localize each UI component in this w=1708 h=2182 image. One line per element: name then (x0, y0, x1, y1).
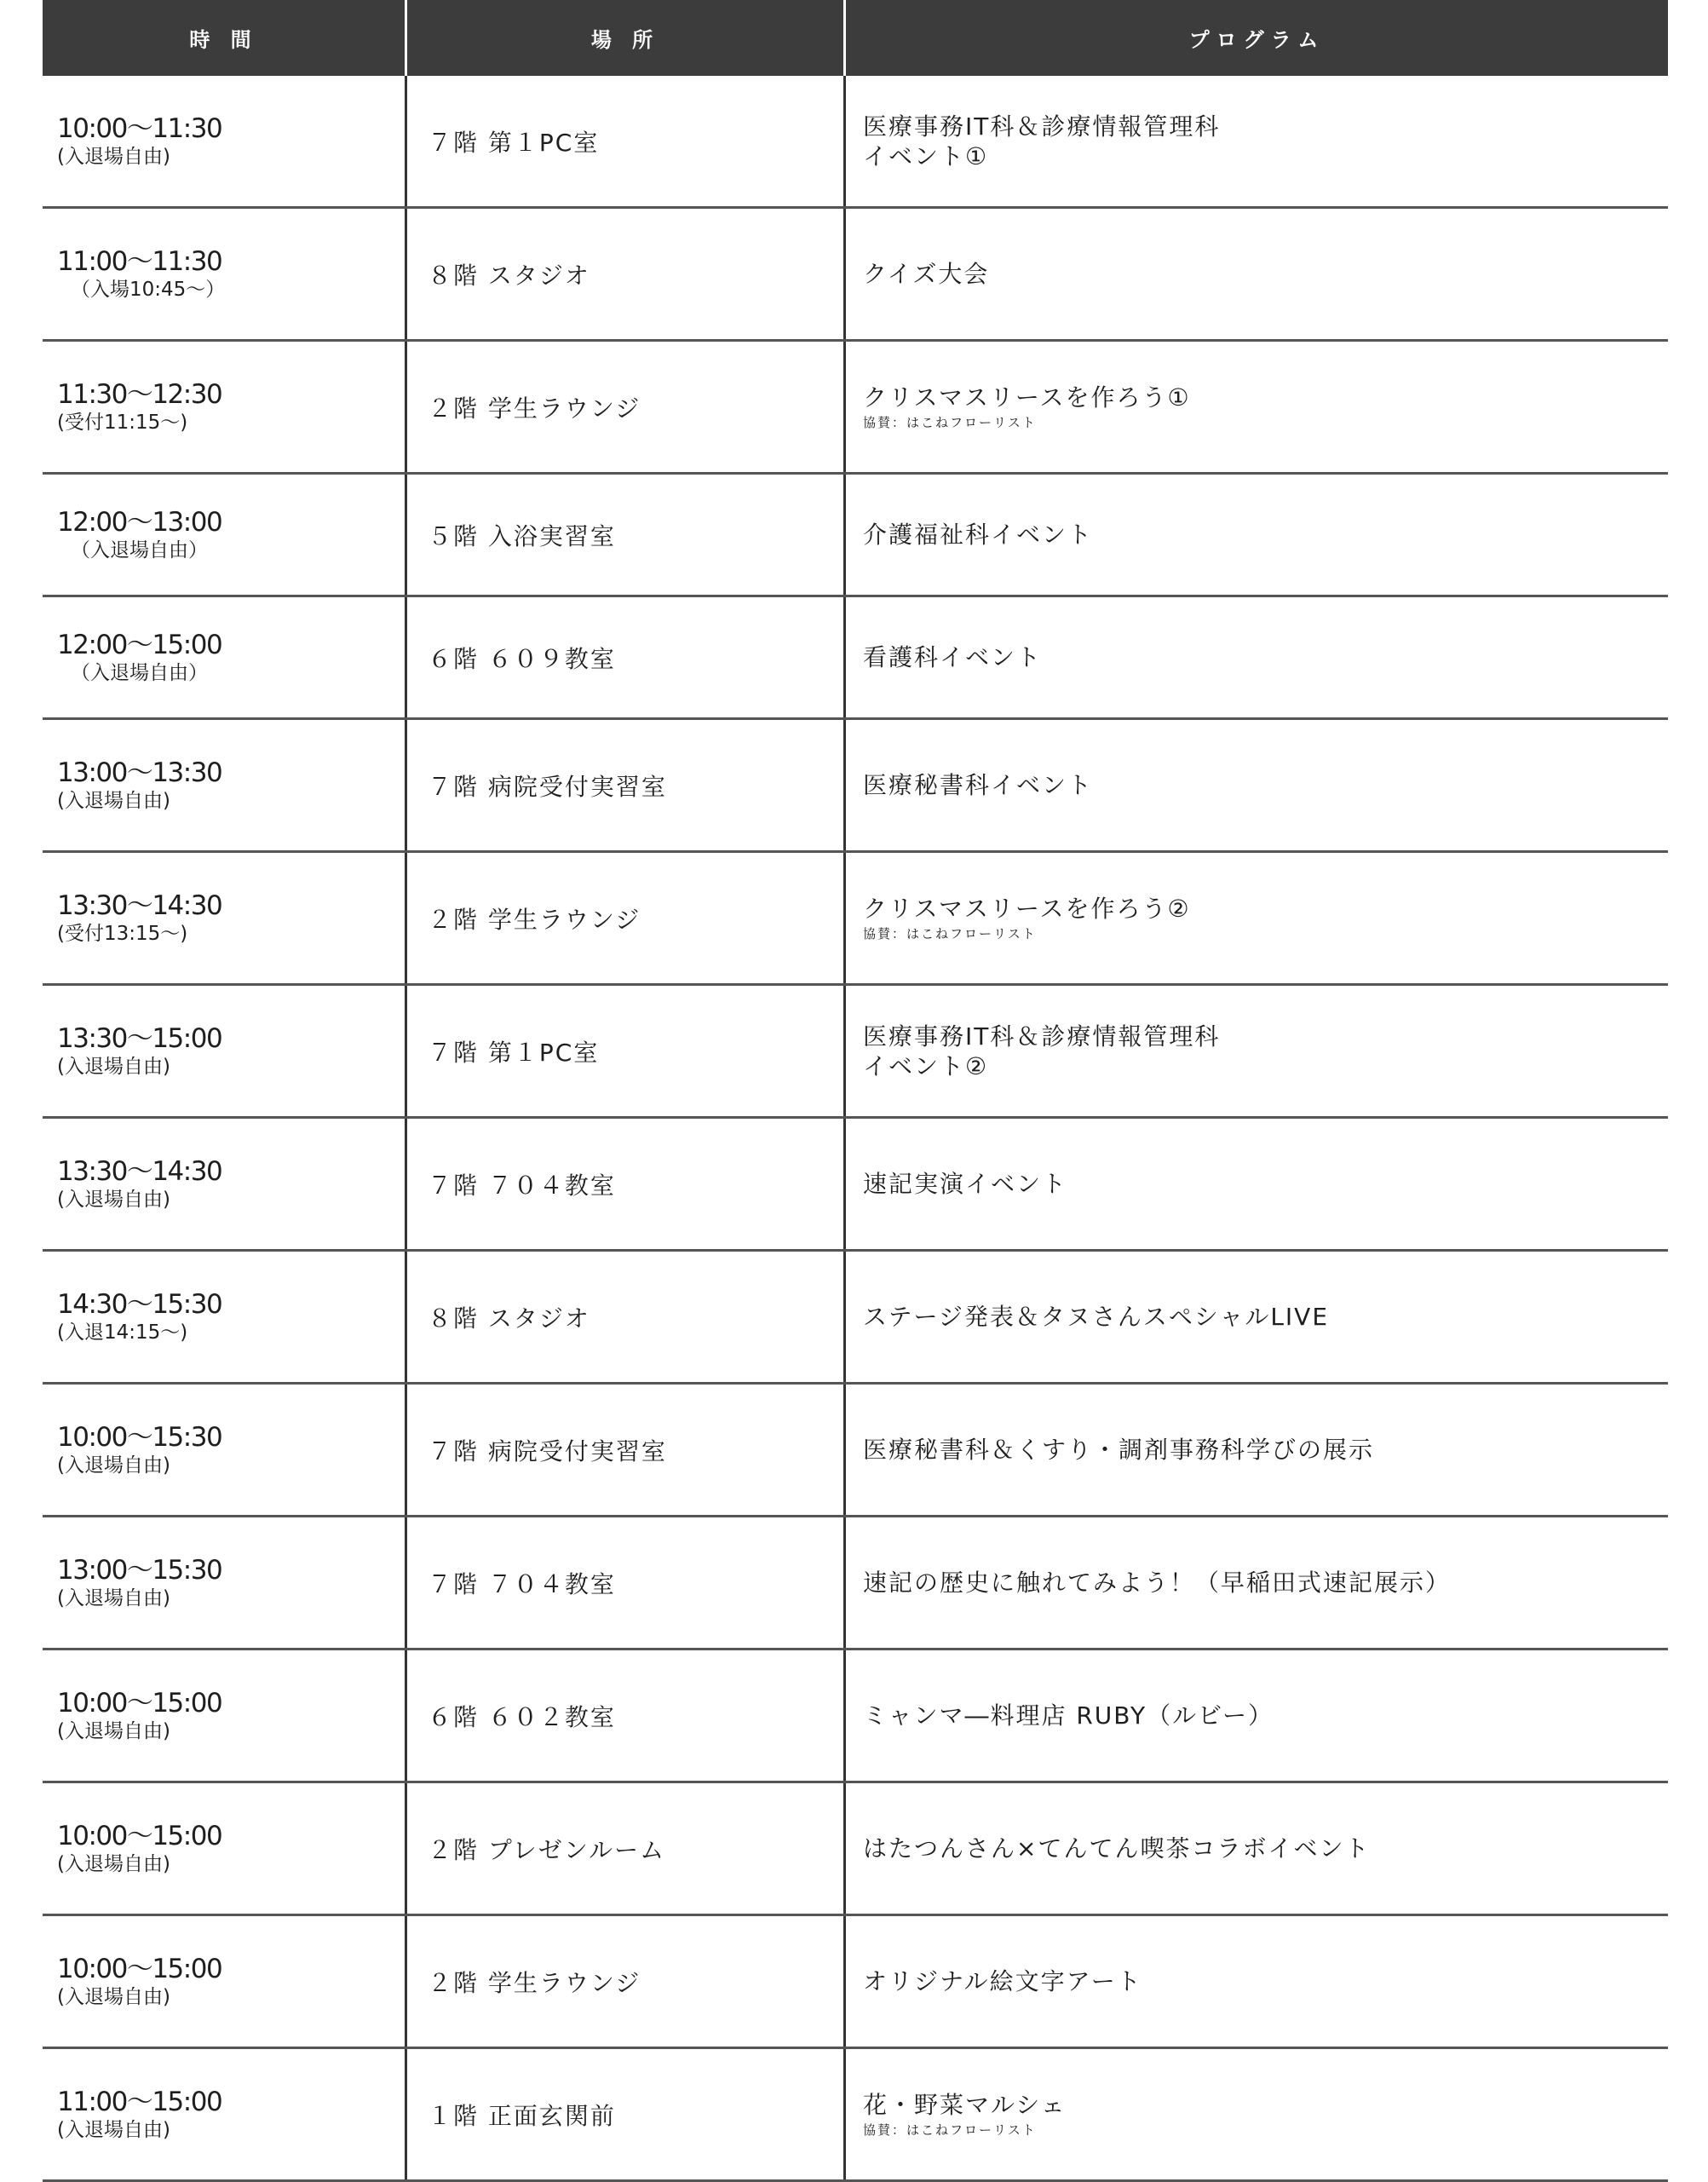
program-cell (846, 475, 1668, 595)
table-row (43, 1783, 1668, 1916)
program-cell (846, 76, 1668, 206)
program-text: クイズ大会 (863, 260, 990, 288)
program-text: 看護科イベント (863, 643, 1043, 671)
time-cell (43, 209, 407, 339)
table-row (43, 1252, 1668, 1385)
place-text: ７階 病院受付実習室 (428, 772, 667, 801)
program-text: 医療事務IT科＆診療情報管理科 イベント② (863, 1022, 1221, 1080)
table-row (43, 597, 1668, 720)
program-cell (846, 1650, 1668, 1781)
place-cell (407, 1916, 846, 2047)
table-row (43, 76, 1668, 209)
time-range: 13:00〜13:30 (57, 757, 222, 788)
table-header (43, 0, 1668, 76)
time-range: 12:00〜15:00 (57, 630, 222, 660)
table-row (43, 1916, 1668, 2049)
program-text: 介護福祉科イベント (863, 521, 1094, 549)
time-cell (43, 1385, 407, 1515)
program-cell (846, 597, 1668, 717)
time-note: (入退場自由) (57, 1189, 170, 1211)
time-note: (入退場自由) (57, 1587, 170, 1609)
header-program: プログラム (1188, 28, 1326, 52)
time-cell (43, 1916, 407, 2047)
program-text: ミャンマ―料理店 RUBY（ルビー） (863, 1701, 1274, 1730)
table-row (43, 1517, 1668, 1650)
time-cell (43, 1650, 407, 1781)
time-range: 13:30〜14:30 (57, 1156, 222, 1187)
program-cell (846, 1385, 1668, 1515)
sponsor-note: 協賛：はこねフローリスト (863, 2122, 1037, 2138)
place-cell (407, 597, 846, 717)
header-place: 場 所 (407, 0, 846, 76)
place-text: ２階 学生ラウンジ (428, 1968, 641, 1997)
place-cell (407, 720, 846, 850)
table-row (43, 1119, 1668, 1252)
program-text: ステージ発表＆タヌさんスペシャルLIVE (863, 1303, 1330, 1331)
time-cell (43, 342, 407, 472)
place-cell (407, 1385, 846, 1515)
place-cell (407, 1119, 846, 1249)
time-cell (43, 1119, 407, 1249)
place-text: ２階 学生ラウンジ (428, 905, 641, 934)
place-text: ７階 第１PC室 (428, 128, 600, 157)
time-cell (43, 2049, 407, 2179)
program-cell (846, 1783, 1668, 1914)
time-note: (入退場自由) (57, 1986, 170, 2008)
program-cell (846, 342, 1668, 472)
header-time: 時 間 (43, 0, 407, 76)
place-text: ６階 ６０２教室 (428, 1702, 616, 1731)
place-text: ７階 ７０４教室 (428, 1171, 616, 1200)
sponsor-note: 協賛：はこねフローリスト (863, 415, 1037, 430)
time-cell (43, 1783, 407, 1914)
time-range: 12:00〜13:00 (57, 507, 222, 538)
program-text: クリスマスリースを作ろう② (863, 895, 1191, 923)
time-range: 11:00〜11:30 (57, 246, 222, 277)
table-body (43, 76, 1668, 2182)
time-note: (入退場自由) (57, 1720, 170, 1742)
time-cell (43, 853, 407, 983)
time-cell (43, 475, 407, 595)
place-cell (407, 475, 846, 595)
time-note: (入退場自由) (57, 2119, 170, 2141)
program-cell (846, 1916, 1668, 2047)
sponsor-note: 協賛：はこねフローリスト (863, 926, 1037, 941)
time-note: (入退14:15〜) (57, 1321, 188, 1344)
place-cell (407, 2049, 846, 2179)
time-cell (43, 986, 407, 1116)
place-text: ８階 スタジオ (428, 261, 590, 290)
time-cell (43, 1252, 407, 1382)
time-range: 10:00〜15:00 (57, 1821, 222, 1851)
time-range: 10:00〜11:30 (57, 113, 222, 144)
place-cell (407, 1650, 846, 1781)
time-range: 14:30〜15:30 (57, 1289, 222, 1320)
program-text: 速記の歴史に触れてみよう！（早稲田式速記展示） (863, 1569, 1452, 1597)
place-text: ２階 プレゼンルーム (428, 1835, 666, 1864)
place-cell (407, 342, 846, 472)
table-row (43, 986, 1668, 1119)
time-range: 13:00〜15:30 (57, 1555, 222, 1586)
schedule-table (43, 0, 1668, 2182)
table-row (43, 1650, 1668, 1783)
table-row (43, 342, 1668, 475)
place-text: ６階 ６０９教室 (428, 644, 616, 673)
time-range: 11:30〜12:30 (57, 379, 222, 410)
program-text: クリスマスリースを作ろう① (863, 383, 1191, 412)
time-note: (入退場自由) (57, 790, 170, 812)
program-text: 花・野菜マルシェ (863, 2091, 1067, 2119)
place-cell (407, 1252, 846, 1382)
place-cell (407, 986, 846, 1116)
time-note: (入退場自由) (57, 146, 170, 168)
program-cell (846, 2049, 1668, 2179)
time-note: (入退場自由) (57, 1454, 170, 1477)
program-cell (846, 986, 1668, 1116)
place-cell (407, 209, 846, 339)
program-cell (846, 1252, 1668, 1382)
time-range: 13:30〜15:00 (57, 1023, 222, 1054)
place-cell (407, 1783, 846, 1914)
program-text: オリジナル絵文字アート (863, 1967, 1142, 1995)
table-row (43, 1385, 1668, 1517)
time-cell (43, 76, 407, 206)
program-text: 医療事務IT科＆診療情報管理科 イベント① (863, 112, 1221, 170)
time-note: （入退場自由） (71, 539, 208, 561)
time-note: （入場10:45〜） (71, 279, 226, 301)
place-cell (407, 853, 846, 983)
time-cell (43, 720, 407, 850)
time-note: (入退場自由) (57, 1056, 170, 1078)
place-text: ８階 スタジオ (428, 1304, 590, 1333)
program-text: はたつんさん×てんてん喫茶コラボイベント (863, 1834, 1371, 1862)
program-cell (846, 853, 1668, 983)
program-cell (846, 209, 1668, 339)
time-cell (43, 597, 407, 717)
program-text: 医療秘書科＆くすり・調剤事務科学びの展示 (863, 1436, 1375, 1464)
program-cell (846, 1119, 1668, 1249)
table-row (43, 720, 1668, 853)
place-cell (407, 1517, 846, 1648)
place-text: ７階 ７０４教室 (428, 1569, 616, 1598)
place-cell (407, 76, 846, 206)
time-note: (受付13:15〜) (57, 923, 188, 945)
time-note: (受付11:15〜) (57, 412, 188, 434)
time-range: 11:00〜15:00 (57, 2087, 222, 2117)
table-row (43, 475, 1668, 597)
time-range: 13:30〜14:30 (57, 890, 222, 921)
time-range: 10:00〜15:00 (57, 1954, 222, 1984)
table-row (43, 209, 1668, 342)
table-row (43, 853, 1668, 986)
place-text: ２階 学生ラウンジ (428, 394, 641, 423)
program-text: 速記実演イベント (863, 1170, 1068, 1198)
time-cell (43, 1517, 407, 1648)
time-note: （入退場自由） (71, 662, 208, 684)
time-note: (入退場自由) (57, 1853, 170, 1875)
place-text: ５階 入浴実習室 (428, 521, 616, 550)
time-range: 10:00〜15:00 (57, 1688, 222, 1719)
place-text: ７階 病院受付実習室 (428, 1436, 667, 1465)
place-text: ７階 第１PC室 (428, 1038, 600, 1067)
program-cell (846, 720, 1668, 850)
time-range: 10:00〜15:30 (57, 1422, 222, 1453)
program-cell (846, 1517, 1668, 1648)
place-text: １階 正面玄関前 (428, 2101, 616, 2130)
table-row (43, 2049, 1668, 2182)
program-text: 医療秘書科イベント (863, 771, 1094, 799)
